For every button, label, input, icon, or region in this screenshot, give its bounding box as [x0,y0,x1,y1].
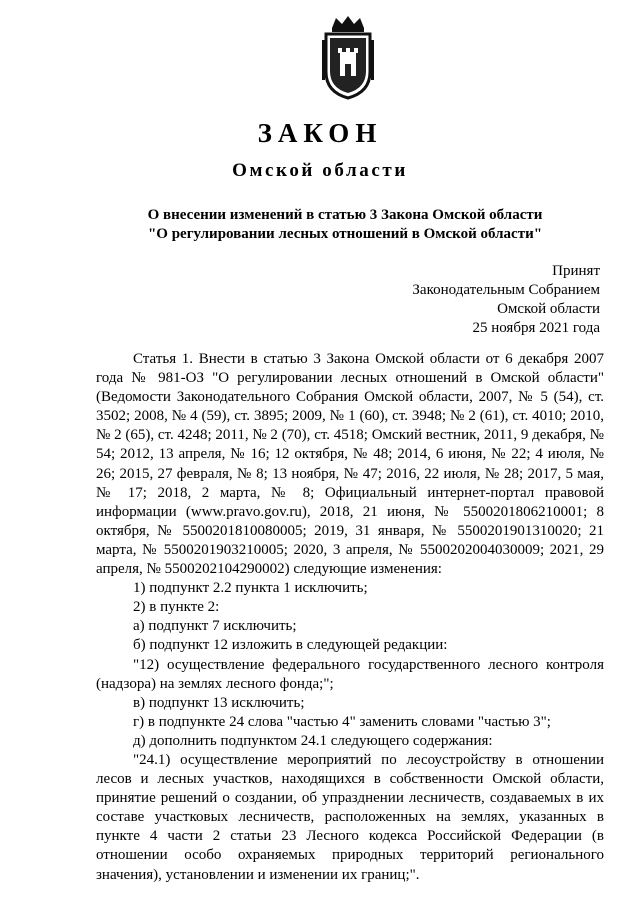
list-item: а) подпункт 7 исключить; [133,618,297,635]
coat-of-arms-icon [318,14,378,100]
subject-line-2: "О регулировании лесных отношений в Омской области" [147,226,543,242]
region-name: Омской области [232,160,408,181]
adopted-by-region: Омской области [497,301,600,317]
law-body [96,350,604,885]
list-item: г) в подпункте 24 слова "частью 4" заменить словами "частью 3"; [133,713,551,730]
list-item: 1) подпункт 2.2 пункта 1 исключить; [133,580,368,597]
list-item: б) подпункт 12 изложить в следующей редакции: [133,637,448,654]
quoted-text: "12) осуществление федерального государственного лесного контроля (надзора) на землях лесного фонда;"; [96,656,604,692]
adopted-by: Законодательным Собранием [412,282,600,298]
quoted-text: "24.1) осуществление мероприятий по лесоустройству в отношении лесов и лесных участков, находящихся в собственности Омской области, принятие решений о создании, об упразднении лесничеств, создаваемых в их составе участковых лесничеств, расположенных на землях, указанных в пункте 4 части 2 статьи 23 Лесного кодекса Российской Федерации (в отношении особо охраняемых природных территорий регионального значения), установлении и изменении их границ;". [96,751,604,883]
adoption-block [412,262,600,338]
list-item: в) подпункт 13 исключить; [133,694,305,711]
list-item: д) дополнить подпунктом 24.1 следующего содержания: [133,732,493,749]
subject-line-1: О внесении изменений в статью 3 Закона Омской области [147,207,543,223]
law-subject [0,206,640,244]
adopted-label: Принят [552,263,600,279]
list-item: 2) в пункте 2: [133,599,220,616]
adoption-date: 25 ноября 2021 года [472,320,600,336]
article-1-text: Статья 1. Внести в статью 3 Закона Омской области от 6 декабря 2007 года № 981-ОЗ "О регулировании лесных отношений в Омской области" (Ведомости Законодательного Собрания Омской области, 2007, № 5 (54), ст. 3502; 2008, № 4 (59), ст. 3895; 2009, № 1 (60), ст. 3948; № 2 (61), ст. 4010; 2010, № 2 (65), ст. 4248; 2011, № 2 (70), ст. 4518; Омский вестник, 2011, 9 декабря, № 54; 2012, 13 апреля, № 16; 12 октября, № 48; 2014, 6 июня, № 22; 4 июля, № 26; 2015, 27 февраля, № 8; 13 ноября, № 47; 2016, 22 июля, № 28; 2017, 5 мая, № 17; 2018, 2 марта, № 8; Официальный интернет-портал правовой информации (www.pravo.gov.ru), 2018, 21 июня, № 5500201806210001; 8 октября, № 5500201810080005; 2019, 31 января, № 5500201901310020; 21 марта, № 5500201903210005; 2020, 3 апреля, № 5500202004030009; 2021, 29 апреля, № 5500202104290002) следующие изменения: [96,351,604,578]
law-title: ЗАКОН [257,118,383,148]
